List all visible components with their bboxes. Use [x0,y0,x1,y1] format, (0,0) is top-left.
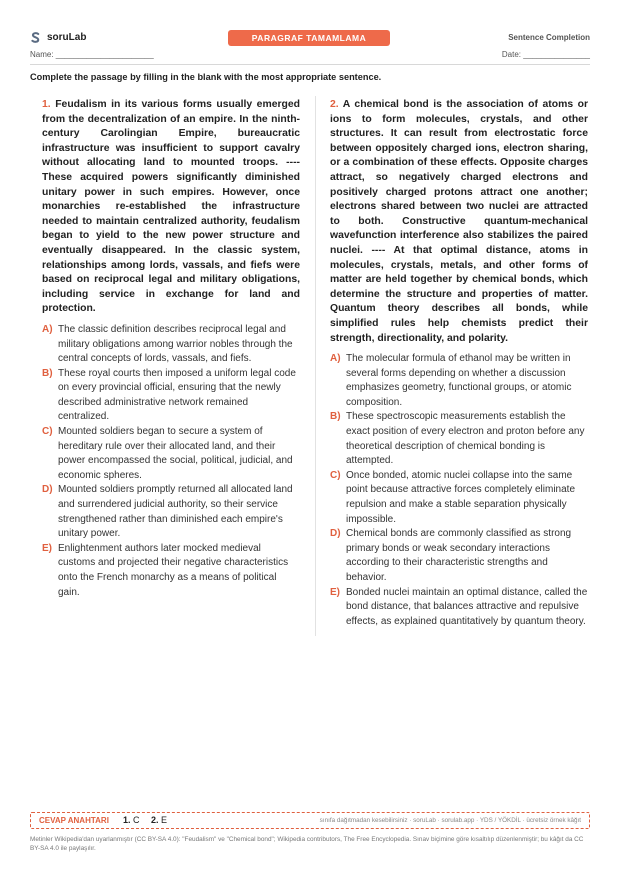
option-letter: D) [42,484,53,496]
option-text: Mounted soldiers began to secure a system of hereditary rule over their allocated land, and their power encompassed the social, political, judicial, and economic spheres. [58,426,293,481]
document-type: Sentence Completion [508,33,590,42]
option-text: Enlightenment authors later mocked medieval customs and projected their negative characteristics onto the French monarchy as a means of political gain. [58,542,289,598]
option-text: Bonded nuclei maintain an optimal distance, called the bond distance, that balances attractive and repulsive effects, as explained quantitatively by quantum theory. [346,586,588,627]
option-text: The molecular formula of ethanol may be written in several forms depending on whether a discussion emphasizes geometry, functional groups, or atomic composition. [346,353,572,408]
option-letter: E) [330,586,340,598]
question-1-option-c[interactable] [42,425,300,483]
answer-2-number: 2. [151,815,159,825]
option-letter: C) [42,426,53,438]
option-letter: A) [42,323,53,335]
question-1-number: 1. [42,99,51,110]
option-letter: B) [42,367,53,379]
answer-key [30,812,590,829]
column-divider [315,96,316,636]
option-letter: C) [330,469,341,481]
question-2 [330,98,588,629]
question-1-option-a[interactable] [42,323,300,367]
section-badge: PARAGRAF TAMAMLAMA [228,30,390,46]
question-2-text: A chemical bond is the association of atoms or ions to form molecules, crystals, and other structures. It can result from electrostatic force between oppositely charged ions, electron sharing, or a combination of these effects. Opposite charges attract, so negatively charged electrons and positively charged protons attract one another; electrons shared between two nuclei are attracted to both. Constructive quantum-mechanical wavefunction interference also stabilizes the paired nuclei. ---- At that optimal distance, atoms in molecules, crystals, metals, and other forms of matter are held together by chemical bonds, which determine the structure and properties of matter. Quantum theory describes all bonds, while simplified rules help chemists predict their strength, directionality, and polarity. [330,99,588,344]
question-1-options [42,323,300,600]
brand-logo [30,32,86,43]
question-1-passage [42,98,300,317]
answer-1-number: 1. [123,815,131,825]
header-divider [30,64,590,65]
question-2-option-b[interactable] [330,410,588,468]
question-2-option-e[interactable] [330,586,588,630]
question-2-number: 2. [330,99,339,110]
option-letter: E) [42,542,52,554]
page-header [30,30,590,50]
credits: Metinler Wikipedia'dan uyarlanmıştır (CC BY-SA 4.0): "Feudalism" ve "Chemical bond"; Wikipedia contributors, The Free Encyclopedia. Sınav biçimine göre kısaltılıp düzenlenmiştir; bu kâğıt da CC BY-SA 4.0 ile paylaşılır. [30,836,584,852]
option-letter: D) [330,528,341,540]
question-2-options [330,352,588,629]
option-letter: B) [330,411,341,423]
question-1-text: Feudalism in its various forms usually emerged from the decentralization of an empire. In the ninth-century Carolingian Empire, bureaucratic infrastructure was insufficient to support cavalry without allocating land to mounted troops. ---- These acquired powers significantly diminished unitary power in such empires. However, once monarchies re-established the infrastructure needed to maintain centralized authority, feudalism began to yield to the new power structure and eventually disappeared. In the classic system, relationships among lords, vassals, and fiefs were based on reciprocal legal and military obligations, including service in exchange for land and protection. [42,99,300,315]
answer-2 [151,815,167,825]
question-2-option-c[interactable] [330,469,588,527]
name-date-row [30,50,590,62]
instruction: Complete the passage by filling in the blank with the most appropriate sentence. [30,72,382,82]
answer-key-label: CEVAP ANAHTARI [39,816,109,825]
question-1-option-e[interactable] [42,542,300,600]
answer-key-footer: sınıfa dağıtmadan kesebilirsiniz · soruLab · sorulab.app · YDS / YÖKDİL · ücretsiz örnek kâğıt [319,817,581,824]
date-field-label: Date: _______________ [501,50,590,59]
question-1-option-b[interactable] [42,367,300,425]
question-1-option-d[interactable] [42,483,300,541]
question-2-option-d[interactable] [330,527,588,585]
question-2-passage [330,98,588,346]
answer-1 [123,815,140,825]
answer-2-value: E [161,815,168,825]
option-text: Once bonded, atomic nuclei collapse into the same point because attractive forces completely eliminate repulsion and make a stable separation physically impossible. [346,469,576,525]
brand-name: soruLab [47,32,87,43]
sorulab-logo-icon [30,32,41,43]
option-text: Mounted soldiers promptly returned all allocated land and surrendered judicial authority, so their service strengthened rather than diminished each empire's unitary power. [58,484,293,540]
question-2-option-a[interactable] [330,352,588,410]
option-text: Chemical bonds are commonly classified as strong primary bonds or weak secondary interactions according to their characteristic strengths and behavior. [346,528,572,583]
question-1 [42,98,300,600]
option-letter: A) [330,353,341,365]
option-text: These spectroscopic measurements establish the exact position of every electron and proton before any theoretical description of chemical bonding is attempted. [346,411,585,467]
answer-1-value: C [133,815,140,825]
option-text: The classic definition describes reciprocal legal and military obligations among warrior nobles through the central concepts of lords, vassals, and fiefs. [58,323,293,365]
name-field-label: Name: ______________________ [30,50,154,59]
option-text: These royal courts then imposed a uniform legal code on every provincial official, ensuring that the newly described administrative network remained centralized. [58,367,296,423]
